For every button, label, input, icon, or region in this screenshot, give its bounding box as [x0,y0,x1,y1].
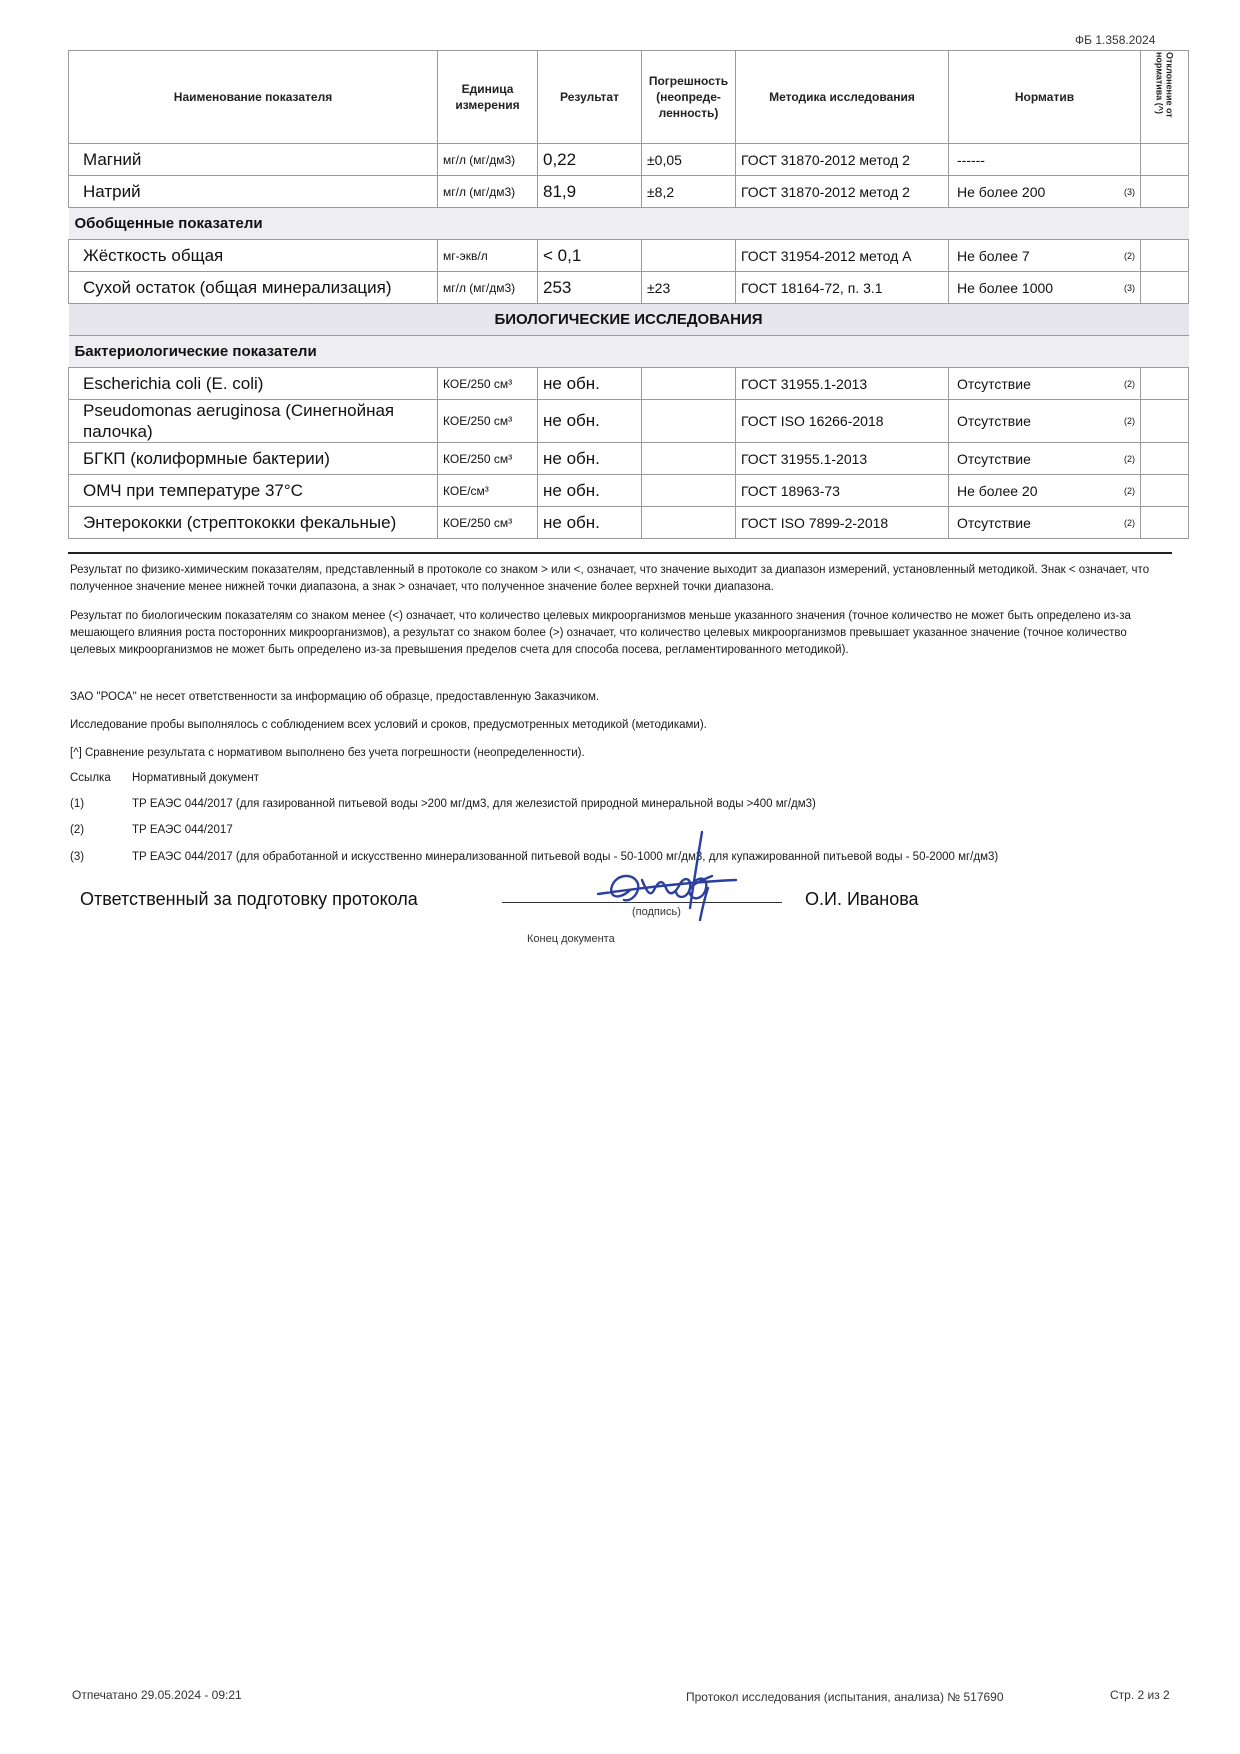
cell-result: < 0,1 [538,240,642,272]
ref-col-label: Ссылка [70,772,111,784]
norm-ref: (3) [1124,282,1135,293]
norm-ref: (3) [1124,186,1135,197]
cell-norm [949,507,1141,539]
norm-ref: (2) [1124,378,1135,389]
table-row [69,144,1189,176]
cell-norm [949,240,1141,272]
cell-error [642,507,736,539]
cell-unit: мг-экв/л [438,240,538,272]
table-row [69,272,1189,304]
norm-ref: (2) [1124,416,1135,426]
table-row [69,507,1189,539]
cell-result: не обн. [538,368,642,400]
ref-number: (3) [70,851,85,863]
cell-unit: КОЕ/250 см³ [438,368,538,400]
cell-norm [949,368,1141,400]
cell-method: ГОСТ 31870-2012 метод 2 [736,144,949,176]
norm-text: Отсутствие [957,514,1031,531]
cell-error [642,475,736,507]
cell-name: Pseudomonas aeruginosa (Синегнойная палочка) [69,400,438,443]
section-title: БИОЛОГИЧЕСКИЕ ИССЛЕДОВАНИЯ [69,304,1189,336]
cell-error: ±8,2 [642,176,736,208]
ref-document: ТР ЕАЭС 044/2017 [132,824,233,836]
note-physchem: Результат по физико-химическим показателям, представленный в протоколе со знаком > или <, означает, что значение выходит за диапазон измерений, установленный методикой. Знак < означает, что полученное значение менее нижней точки диапазона, а знак > означает, что полученное значение более верхней точки диапазона. [70,564,1150,593]
note-bio: Результат по биологическим показателям со знаком менее (<) означает, что количество целевых микроорганизмов меньше указанного значения (точное количество не может быть определено из-за мешающего влияния роста посторонних микроорганизмов), а результат со знаком более (>) означает, что количество целевых микроорганизмов превышает указанное значение (точное количество целевых микроорганизмов не может быть определено из-за превышения пределов счета для способа посева, регламентированного методикой). [70,610,1131,656]
header-name: Наименование показателя [69,51,438,144]
cell-unit: мг/л (мг/дм3) [438,176,538,208]
cell-unit: КОЕ/см³ [438,475,538,507]
cell-norm [949,272,1141,304]
cell-deviation [1141,368,1189,400]
header-method: Методика исследования [736,51,949,144]
cell-deviation [1141,400,1189,443]
section-row-bio [69,304,1189,336]
end-of-document: Конец документа [527,933,615,945]
doc-col-label: Нормативный документ [132,772,259,784]
footer-printed-date: Отпечатано 29.05.2024 - 09:21 [72,1688,242,1702]
cell-error [642,240,736,272]
header-deviation-text: Отклонение от норматива (^) [1154,52,1175,118]
cell-deviation [1141,443,1189,475]
norm-ref: (2) [1124,250,1135,261]
reference-item [70,798,816,810]
section-title: Обобщенные показатели [69,208,1189,240]
cell-error [642,443,736,475]
cell-method: ГОСТ 31870-2012 метод 2 [736,176,949,208]
header-unit: Единица измерения [438,51,538,144]
header-error: Погрешность (неопреде-ленность) [642,51,736,144]
table-row [69,443,1189,475]
table-header-row [69,51,1189,144]
signature-caption: (подпись) [632,906,681,918]
header-result: Результат [538,51,642,144]
cell-name: ОМЧ при температуре 37°С [69,475,438,507]
cell-result: не обн. [538,400,642,443]
section-title: Бактериологические показатели [69,336,1189,368]
cell-name: Энтерококки (стрептококки фекальные) [69,507,438,539]
norm-text: Не более 1000 [957,279,1054,296]
cell-unit: мг/л (мг/дм3) [438,272,538,304]
cell-norm [949,144,1141,176]
references-header [70,772,259,784]
norm-text: Отсутствие [957,413,1031,429]
section-row-bacterio [69,336,1189,368]
table-row [69,176,1189,208]
cell-norm [949,475,1141,507]
cell-method: ГОСТ 18963-73 [736,475,949,507]
table-row [69,240,1189,272]
table-end-rule [68,552,1172,554]
cell-error [642,400,736,443]
norm-ref: (2) [1124,517,1135,528]
signer-name: О.И. Иванова [805,889,919,909]
cell-result: не обн. [538,507,642,539]
cell-unit: КОЕ/250 см³ [438,400,538,443]
cell-deviation [1141,507,1189,539]
cell-error: ±23 [642,272,736,304]
header-deviation [1141,51,1189,144]
cell-error [642,368,736,400]
section-row-general [69,208,1189,240]
norm-text: Отсутствие [957,450,1031,467]
cell-unit: мг/л (мг/дм3) [438,144,538,176]
cell-method: ГОСТ 31955.1-2013 [736,368,949,400]
norm-ref: (2) [1124,485,1135,496]
cell-deviation [1141,272,1189,304]
cell-deviation [1141,240,1189,272]
responsible-label: Ответственный за подготовку протокола [80,889,418,909]
note-conditions: Исследование пробы выполнялось с соблюдением всех условий и сроков, предусмотренных методикой (методиками). [70,719,707,731]
cell-name: Escherichia coli (E. coli) [69,368,438,400]
cell-method: ГОСТ 18164-72, п. 3.1 [736,272,949,304]
results-table [68,50,1189,539]
cell-method: ГОСТ ISO 16266-2018 [736,400,949,443]
cell-name: БГКП (колиформные бактерии) [69,443,438,475]
table-row [69,475,1189,507]
cell-deviation [1141,144,1189,176]
cell-norm [949,400,1141,443]
cell-deviation [1141,176,1189,208]
footer-protocol-number: Протокол исследования (испытания, анализа) № 517690 [686,1690,1004,1704]
cell-name: Магний [69,144,438,176]
note-comparison: [^] Сравнение результата с нормативом выполнено без учета погрешности (неопределенности). [70,747,585,759]
norm-text: Не более 200 [957,183,1046,200]
cell-method: ГОСТ 31954-2012 метод А [736,240,949,272]
form-code: ФБ 1.358.2024 [1075,33,1156,47]
norm-text: ------ [957,151,985,168]
cell-result: 0,22 [538,144,642,176]
norm-text: Не более 7 [957,247,1030,264]
cell-name: Натрий [69,176,438,208]
ref-document: ТР ЕАЭС 044/2017 (для газированной питьевой воды >200 мг/дм3, для железистой природной минеральной воды >400 мг/дм3) [132,798,816,810]
cell-name: Жёсткость общая [69,240,438,272]
norm-text: Отсутствие [957,375,1031,392]
cell-method: ГОСТ ISO 7899-2-2018 [736,507,949,539]
header-norm: Норматив [949,51,1141,144]
ref-number: (1) [70,798,85,810]
table-row [69,400,1189,443]
cell-name: Сухой остаток (общая минерализация) [69,272,438,304]
cell-result: не обн. [538,443,642,475]
cell-result: 81,9 [538,176,642,208]
reference-item [70,824,233,836]
table-row [69,368,1189,400]
cell-result: не обн. [538,475,642,507]
cell-deviation [1141,475,1189,507]
cell-unit: КОЕ/250 см³ [438,443,538,475]
ref-document: ТР ЕАЭС 044/2017 (для обработанной и искусственно минерализованной питьевой воды - 50-1000 мг/дм3, для купажированной питьевой воды - 50-2000 мг/дм3) [132,851,999,863]
norm-text: Не более 20 [957,482,1038,499]
ref-number: (2) [70,824,85,836]
cell-unit: КОЕ/250 см³ [438,507,538,539]
cell-result: 253 [538,272,642,304]
footer-page-number: Стр. 2 из 2 [1110,1688,1170,1702]
note-liability: ЗАО "РОСА" не несет ответственности за информацию об образце, предоставленную Заказчиком. [70,691,600,703]
cell-norm [949,176,1141,208]
norm-ref: (2) [1124,453,1135,464]
cell-method: ГОСТ 31955.1-2013 [736,443,949,475]
reference-item [70,851,998,863]
cell-norm [949,443,1141,475]
cell-error: ±0,05 [642,144,736,176]
